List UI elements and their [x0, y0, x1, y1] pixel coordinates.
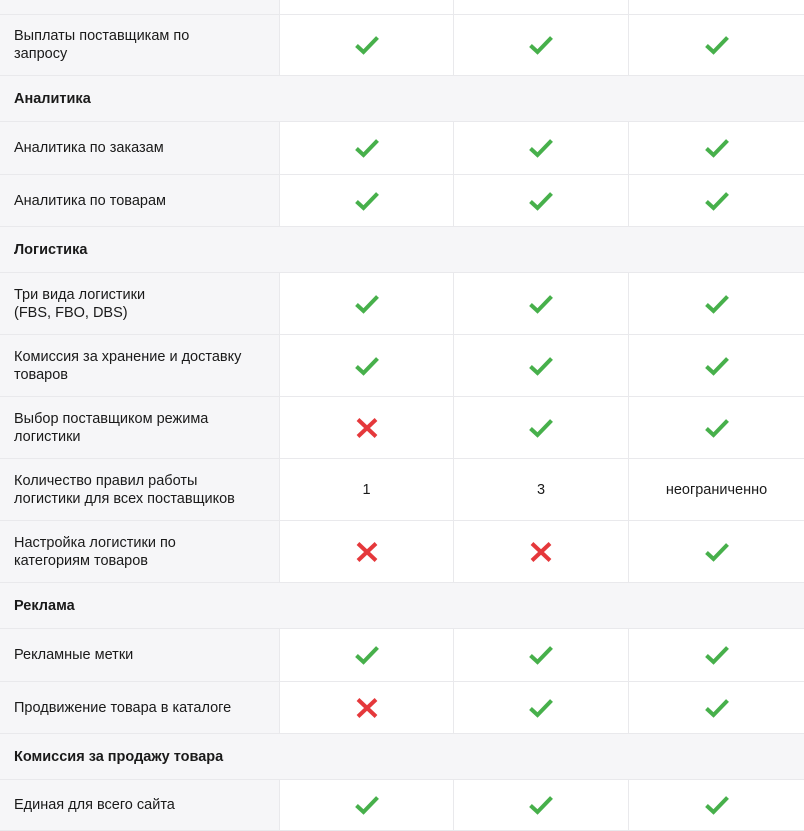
checkmark-icon	[704, 417, 730, 439]
feature-label	[0, 175, 280, 226]
empty-cell	[629, 0, 804, 14]
feature-label-line: Выбор поставщиком режима	[14, 410, 209, 427]
plan-value-cell	[280, 459, 454, 520]
checkmark-icon	[528, 190, 554, 212]
cross-icon	[354, 697, 380, 719]
table-row	[0, 335, 804, 397]
checkmark-icon	[528, 644, 554, 666]
section-header: Аналитика	[0, 76, 804, 122]
plan-value-cell	[454, 397, 629, 458]
feature-label	[0, 397, 280, 458]
plan-value-cell	[629, 397, 804, 458]
checkmark-icon	[354, 190, 380, 212]
feature-label-line: Комиссия за хранение и доставку	[14, 348, 242, 365]
plan-value-cell	[280, 273, 454, 334]
plan-value-cell	[454, 335, 629, 396]
feature-label	[0, 682, 280, 733]
table-row-top	[0, 0, 804, 15]
checkmark-icon	[528, 293, 554, 315]
table-row	[0, 521, 804, 583]
plan-value-cell	[280, 629, 454, 681]
plan-value-cell	[280, 175, 454, 226]
plan-value-cell	[280, 682, 454, 733]
plan-value-text: 1	[362, 481, 371, 498]
feature-label	[0, 15, 280, 75]
feature-label-line: Настройка логистики по	[14, 534, 176, 551]
section-header: Комиссия за продажу товара	[0, 734, 804, 780]
plan-value-text: 3	[536, 481, 546, 498]
checkmark-icon	[704, 190, 730, 212]
table-row	[0, 175, 804, 227]
checkmark-icon	[704, 644, 730, 666]
section-header: Логистика	[0, 227, 804, 273]
checkmark-icon	[528, 794, 554, 816]
checkmark-icon	[354, 644, 380, 666]
checkmark-icon	[354, 137, 380, 159]
table-row	[0, 459, 804, 521]
table-row	[0, 15, 804, 76]
plan-value-cell	[454, 122, 629, 174]
feature-label	[0, 122, 280, 174]
empty-cell	[280, 0, 454, 14]
checkmark-icon	[528, 417, 554, 439]
table-row	[0, 629, 804, 682]
feature-label-line: товаров	[14, 366, 68, 383]
plan-value-cell	[454, 273, 629, 334]
feature-label-line: категориям товаров	[14, 552, 148, 569]
checkmark-icon	[704, 697, 730, 719]
feature-label	[0, 273, 280, 334]
section-header: Реклама	[0, 583, 804, 629]
plan-value-cell	[280, 397, 454, 458]
checkmark-icon	[528, 697, 554, 719]
plan-value-cell	[280, 335, 454, 396]
feature-label-line: Аналитика по товарам	[14, 192, 166, 209]
feature-label-line: Продвижение товара в каталоге	[14, 699, 232, 716]
checkmark-icon	[354, 34, 380, 56]
plan-value-cell	[629, 273, 804, 334]
feature-label-line: логистики	[14, 428, 81, 445]
plan-value-cell	[629, 521, 804, 582]
checkmark-icon	[704, 293, 730, 315]
feature-label-line: логистики для всех поставщиков	[14, 490, 235, 507]
plan-value-cell	[454, 15, 629, 75]
checkmark-icon	[354, 794, 380, 816]
checkmark-icon	[704, 34, 730, 56]
table-row	[0, 273, 804, 335]
plan-value-cell	[629, 682, 804, 733]
plan-value-cell	[280, 15, 454, 75]
checkmark-icon	[354, 293, 380, 315]
feature-label-line: Рекламные метки	[14, 647, 134, 663]
checkmark-icon	[528, 137, 554, 159]
plan-value-cell	[629, 459, 804, 520]
checkmark-icon	[704, 541, 730, 563]
plan-value-cell	[629, 335, 804, 396]
plan-value-cell	[280, 122, 454, 174]
checkmark-icon	[704, 137, 730, 159]
feature-label-line: Количество правил работы	[14, 472, 198, 489]
plan-value-cell	[454, 629, 629, 681]
feature-label-line: (FBS, FBO, DBS)	[14, 304, 128, 321]
feature-label	[0, 521, 280, 582]
plan-value-cell	[454, 459, 629, 520]
plan-value-cell	[629, 629, 804, 681]
plan-value-cell	[454, 521, 629, 582]
table-row	[0, 682, 804, 734]
table-row	[0, 397, 804, 459]
cross-icon	[354, 417, 380, 439]
plan-value-cell	[454, 682, 629, 733]
feature-label-line: Выплаты поставщикам по	[14, 28, 190, 44]
feature-label	[0, 629, 280, 681]
feature-label-line: Единая для всего сайта	[14, 797, 175, 813]
feature-label	[0, 335, 280, 396]
empty-cell	[0, 0, 280, 14]
plan-value-cell	[629, 15, 804, 75]
cross-icon	[528, 541, 554, 563]
feature-label-line: Аналитика по заказам	[14, 140, 164, 156]
plan-value-cell	[280, 521, 454, 582]
feature-label-line: запросу	[14, 46, 68, 62]
plan-value-cell	[629, 175, 804, 226]
empty-cell	[454, 0, 629, 14]
plan-value-cell	[629, 122, 804, 174]
plan-value-cell	[454, 175, 629, 226]
checkmark-icon	[704, 355, 730, 377]
checkmark-icon	[354, 355, 380, 377]
checkmark-icon	[528, 355, 554, 377]
checkmark-icon	[528, 34, 554, 56]
cross-icon	[354, 541, 380, 563]
table-row	[0, 780, 804, 831]
checkmark-icon	[704, 794, 730, 816]
feature-label	[0, 459, 280, 520]
table-row	[0, 122, 804, 175]
plan-value-text: неограниченно	[665, 481, 768, 498]
feature-label-line: Три вида логистики	[14, 286, 146, 303]
